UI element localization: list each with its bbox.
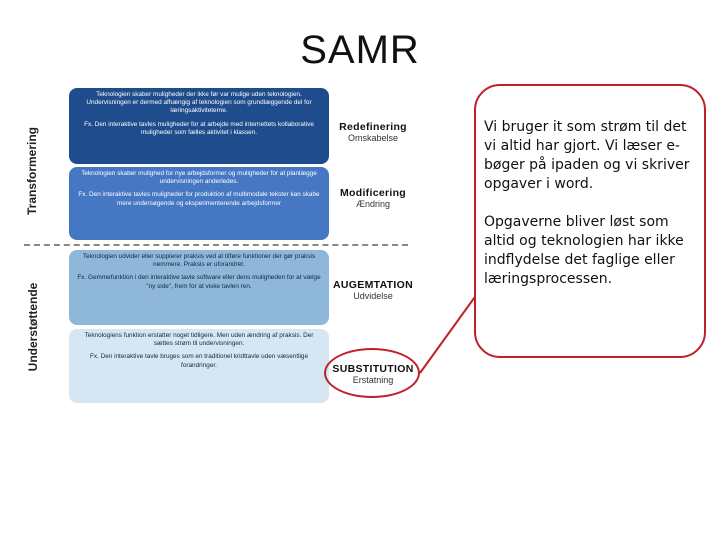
callout-box [474, 84, 706, 358]
page-title: SAMR [300, 28, 420, 72]
redefinition-box [69, 88, 329, 164]
modification-level-name: Modificering [339, 187, 406, 199]
augmentation-example: Fx. Gemmefunktion i den interaktive tavle software eller dens muligheden for at vælge "ny side", frem for at viske tavlen ren. [77, 274, 321, 290]
substitution-level-name: SUBSTITUTION [332, 363, 414, 375]
redefinition-level-label [332, 121, 414, 143]
substitution-level-sub: Erstatning [352, 375, 394, 385]
substitution-description: Teknologiens funktion erstatter noget tidligere. Men uden ændring af praksis. Der sættes strøm til undervisningen. [84, 332, 314, 348]
redefinition-level-sub: Omskabelse [347, 133, 399, 143]
redefinition-level-name: Redefinering [339, 121, 407, 133]
substitution-box [69, 329, 329, 403]
augmentation-level-name: AUGEMTATION [333, 279, 413, 291]
modification-level-label [332, 187, 414, 209]
modification-description: Teknologien skaber mulighed for nye arbejdsformer og muligheder for at planlægge undervisningen anderledes. [81, 170, 317, 186]
redefinition-example: Fx. Den interaktive tavles muligheder for at arbejde med internettets kollaborative muligheder som fælles aktivitet i klassen. [84, 120, 314, 136]
augmentation-level-sub: Udvidelse [353, 291, 393, 301]
substitution-highlight-ellipse [324, 348, 420, 398]
augmentation-description: Teknologien udvider eller supplerer praksis ved at tilføre funktioner der gør praksis nemmere. Praksis er uforandret. [82, 253, 316, 269]
modification-box [69, 167, 329, 240]
redefinition-description: Teknologien skaber muligheder der ikke før var mulige uden teknologien. Undervisningen er dermed afhængig af teknologien som grundlæggende del for læringsaktiviteterne. [86, 91, 312, 115]
support-side-label: Understøttende [26, 282, 40, 372]
callout-paragraph-2: Opgaverne bliver løst som altid og teknologien har ikke indflydelse det faglige eller læringsprocessen. [484, 214, 684, 287]
augmentation-box [69, 250, 329, 325]
transform-side-label: Transformering [25, 126, 39, 216]
transform-support-divider [24, 244, 408, 246]
callout-paragraph-1: Vi bruger it som strøm til det vi altid har gjort. Vi læser e-bøger på ipaden og vi skriver opgaver i word. [484, 119, 690, 192]
substitution-example: Fx. Den interaktive tavle bruges som en traditionel kridttavle uden væsentlige forandringer. [89, 353, 309, 369]
modification-level-sub: Ændring [355, 199, 391, 209]
augmentation-level-label [332, 279, 414, 301]
modification-example: Fx. Den interaktive tavles muligheder for produktion af multimodale tekster kan skabe mere undersøgende og eksperimenterende arbejdsformer [78, 191, 320, 207]
